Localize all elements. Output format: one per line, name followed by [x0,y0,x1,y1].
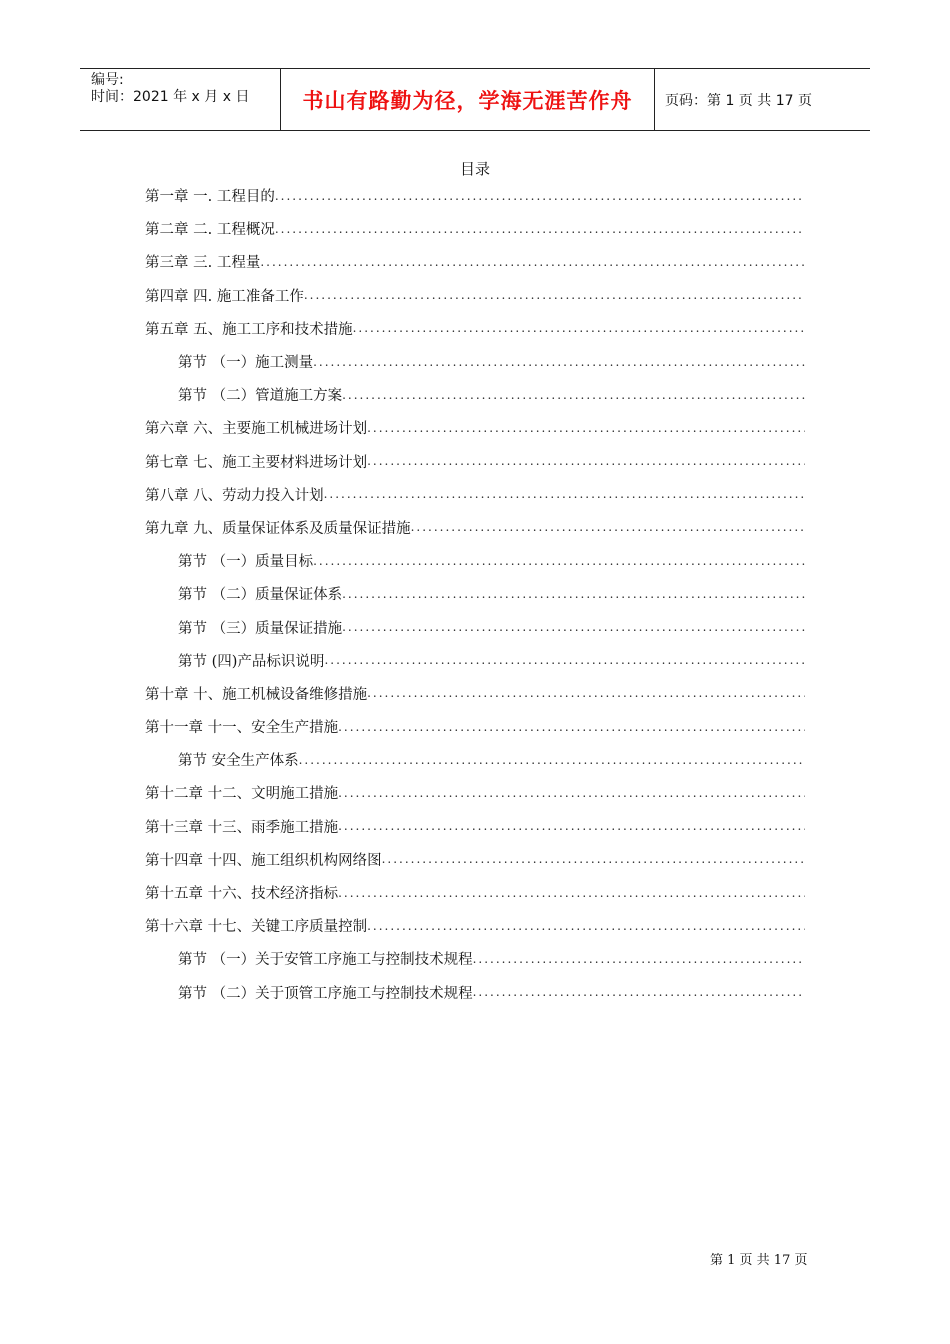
toc-chapter-entry[interactable] [145,179,805,212]
toc-dot-leader [313,554,805,568]
toc-dot-leader [275,189,805,203]
toc-chapter-entry[interactable] [145,909,805,942]
toc-entry-label: 第六章 六、主要施工机械进场计划 [145,421,368,438]
toc-dot-leader [304,288,805,302]
toc-dot-leader [299,753,805,767]
header-motto: 书山有路勤为径，学海无涯苦作舟 [281,69,655,130]
toc-entry-label: 第九章 九、质量保证体系及质量保证措施 [145,520,411,537]
toc-chapter-entry[interactable] [145,279,805,312]
toc-chapter-entry[interactable] [145,710,805,743]
toc-section-entry[interactable] [145,976,805,1009]
toc-entry-label: 第五章 五、施工工序和技术措施 [145,321,353,338]
toc-dot-leader [324,487,805,501]
toc-dot-leader [473,952,805,966]
toc-dot-leader [353,321,805,335]
toc-section-entry[interactable] [145,644,805,677]
toc-entry-label: 第十五章 十六、技术经济指标 [145,886,339,903]
toc-dot-leader [324,653,805,667]
toc-entry-label: 第十三章 十三、雨季施工措施 [145,819,339,836]
toc-section-entry[interactable] [145,378,805,411]
toc-entry-label: 第二章 二. 工程概况 [145,222,275,239]
toc-chapter-entry[interactable] [145,411,805,444]
toc-entry-label: 第节 （三）质量保证措施 [178,620,343,637]
toc-dot-leader [338,886,805,900]
toc-chapter-entry[interactable] [145,212,805,245]
toc-dot-leader [367,421,805,435]
toc-dot-leader [338,819,805,833]
toc-chapter-entry[interactable] [145,511,805,544]
toc-section-entry[interactable] [145,743,805,776]
toc-entry-label: 第节 （一）质量目标 [178,554,314,571]
toc-dot-leader [411,520,805,534]
toc-entry-label: 第十六章 十七、关键工序质量控制 [145,919,368,936]
toc-dot-leader [260,255,805,269]
toc-entry-label: 第七章 七、施工主要材料进场计划 [145,454,368,471]
toc-entry-label: 第十章 十、施工机械设备维修措施 [145,686,368,703]
toc-chapter-entry[interactable] [145,843,805,876]
table-of-contents [145,179,805,1009]
toc-dot-leader [313,355,805,369]
toc-dot-leader [367,919,805,933]
toc-dot-leader [382,852,805,866]
toc-chapter-entry[interactable] [145,445,805,478]
toc-entry-label: 第节 （二）管道施工方案 [178,388,343,405]
toc-entry-label: 第十二章 十二、文明施工措施 [145,786,339,803]
toc-dot-leader [275,222,805,236]
toc-entry-label: 第节 （二）关于顶管工序施工与控制技术规程 [178,985,473,1002]
toc-chapter-entry[interactable] [145,810,805,843]
toc-dot-leader [367,454,805,468]
toc-entry-label: 第十四章 十四、施工组织机构网络图 [145,852,382,869]
toc-entry-label: 第节 （一）关于安管工序施工与控制技术规程 [178,952,473,969]
toc-section-entry[interactable] [145,577,805,610]
toc-chapter-entry[interactable] [145,776,805,809]
toc-chapter-entry[interactable] [145,245,805,278]
toc-chapter-entry[interactable] [145,876,805,909]
toc-entry-label: 第八章 八、劳动力投入计划 [145,487,324,504]
toc-title: 目录 [459,160,490,178]
toc-entry-label: 第四章 四. 施工准备工作 [145,288,304,305]
toc-section-entry[interactable] [145,942,805,975]
toc-dot-leader [342,388,805,402]
page-header [80,68,870,131]
toc-dot-leader [473,985,805,999]
toc-entry-label: 第一章 一. 工程目的 [145,189,275,206]
header-page-number: 页码：第 1 页 共 17 页 [665,92,812,109]
document-number-label: 编号: [91,72,124,88]
toc-section-entry[interactable] [145,544,805,577]
toc-entry-label: 第三章 三. 工程量 [145,255,261,272]
toc-section-entry[interactable] [145,610,805,643]
toc-section-entry[interactable] [145,345,805,378]
toc-entry-label: 第节 （二）质量保证体系 [178,587,343,604]
toc-entry-label: 第十一章 十一、安全生产措施 [145,720,339,737]
toc-entry-label: 第节 安全生产体系 [178,753,299,770]
footer-page-number: 第 1 页 共 17 页 [710,1253,808,1268]
toc-dot-leader [342,587,805,601]
toc-dot-leader [338,786,805,800]
toc-entry-label: 第节 （一）施工测量 [178,355,314,372]
toc-chapter-entry[interactable] [145,478,805,511]
toc-dot-leader [342,620,805,634]
document-time-label: 时间：2021 年 x 月 x 日 [91,89,250,105]
toc-dot-leader [367,686,805,700]
toc-chapter-entry[interactable] [145,677,805,710]
toc-chapter-entry[interactable] [145,312,805,345]
toc-entry-label: 第节 (四)产品标识说明 [178,653,325,670]
toc-dot-leader [338,720,805,734]
header-meta [80,69,281,130]
